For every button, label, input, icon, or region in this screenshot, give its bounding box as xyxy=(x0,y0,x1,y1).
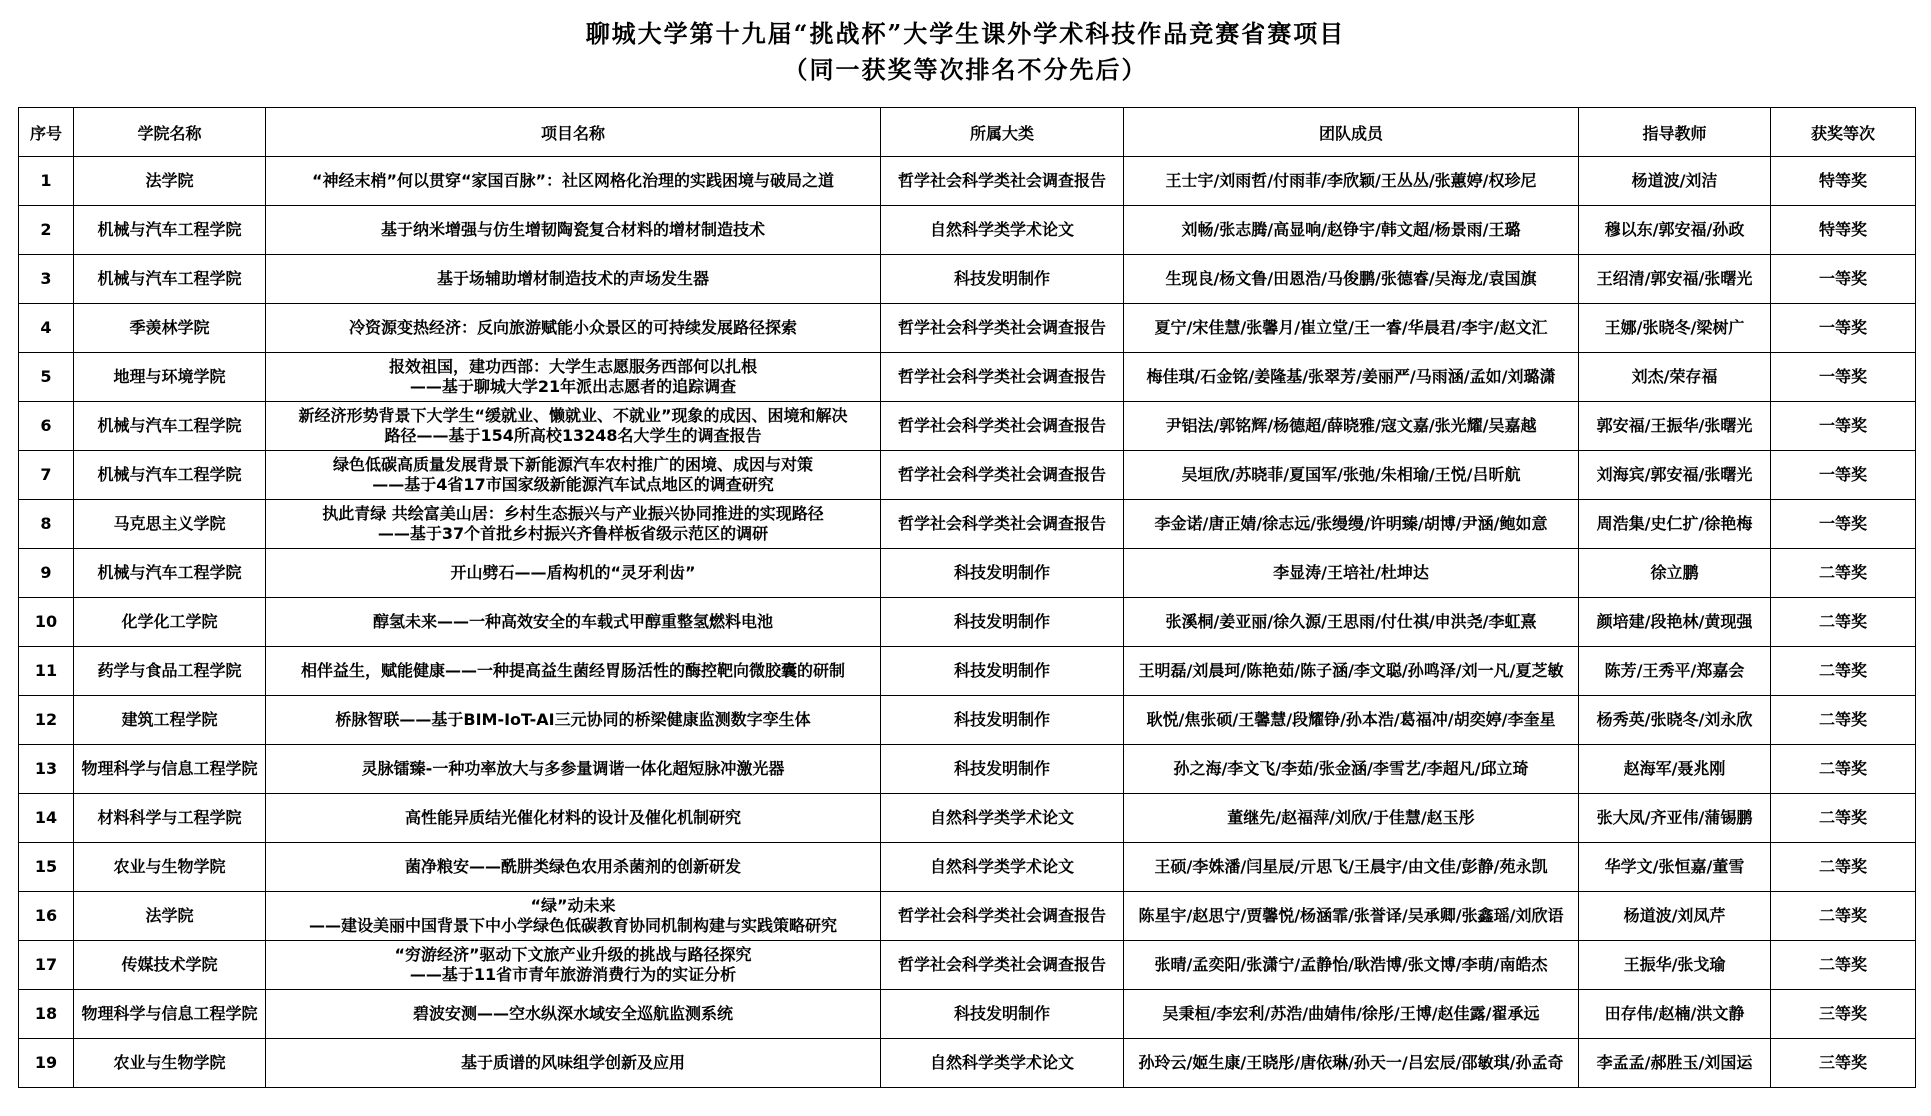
page-subtitle: （同一获奖等次排名不分先后） xyxy=(783,55,1148,84)
award-cell: 二等奖 xyxy=(1771,598,1916,647)
advisors-cell: 刘海宾/郭安福/张曙光 xyxy=(1579,451,1771,500)
award-cell: 一等奖 xyxy=(1771,451,1916,500)
table-row xyxy=(19,451,1916,500)
project-name-line: 醇氢未来——一种高效安全的车载式甲醇重整氢燃料电池 xyxy=(372,612,773,631)
project-name-line: ——基于11省市青年旅游消费行为的实证分析 xyxy=(409,965,737,984)
header-cell-members: 团队成员 xyxy=(1124,108,1579,157)
project-name-line: 碧波安测——空水纵深水域安全巡航监测系统 xyxy=(412,1004,733,1023)
project-cell xyxy=(266,451,881,500)
category-cell: 哲学社会科学类社会调查报告 xyxy=(881,353,1124,402)
category-cell: 哲学社会科学类社会调查报告 xyxy=(881,451,1124,500)
row-number-cell: 18 xyxy=(19,990,74,1039)
project-cell xyxy=(266,402,881,451)
category-cell: 哲学社会科学类社会调查报告 xyxy=(881,892,1124,941)
header-cell-no: 序号 xyxy=(19,108,74,157)
college-cell: 机械与汽车工程学院 xyxy=(74,255,266,304)
college-cell: 物理科学与信息工程学院 xyxy=(74,745,266,794)
table-row xyxy=(19,696,1916,745)
project-name-line: 路径——基于154所高校13248名大学生的调查报告 xyxy=(384,426,762,445)
award-cell: 三等奖 xyxy=(1771,1039,1916,1088)
table-row xyxy=(19,794,1916,843)
advisors-cell: 陈芳/王秀平/郑嘉会 xyxy=(1579,647,1771,696)
award-cell: 特等奖 xyxy=(1771,206,1916,255)
header-row xyxy=(19,108,1916,157)
advisors-cell: 王娜/张晓冬/梁树广 xyxy=(1579,304,1771,353)
category-cell: 科技发明制作 xyxy=(881,745,1124,794)
members-cell: 尹铝法/郭铭辉/杨德超/薛晓雅/寇文嘉/张光耀/吴嘉越 xyxy=(1124,402,1579,451)
project-name-line: 执此青绿 共绘富美山居：乡村生态振兴与产业振兴协同推进的实现路径 xyxy=(322,504,824,523)
advisors-cell: 郭安福/王振华/张曙光 xyxy=(1579,402,1771,451)
table-row xyxy=(19,157,1916,206)
college-cell: 机械与汽车工程学院 xyxy=(74,206,266,255)
advisors-cell: 田存伟/赵楠/洪文静 xyxy=(1579,990,1771,1039)
row-number-cell: 12 xyxy=(19,696,74,745)
category-cell: 科技发明制作 xyxy=(881,255,1124,304)
college-cell: 季羡林学院 xyxy=(74,304,266,353)
project-cell xyxy=(266,549,881,598)
project-name-line: “绿”动未来 xyxy=(530,896,616,915)
awards-table xyxy=(18,107,1916,1088)
college-cell: 机械与汽车工程学院 xyxy=(74,451,266,500)
table-row xyxy=(19,353,1916,402)
members-cell: 刘畅/张志腾/高显响/赵铮宇/韩文超/杨景雨/王璐 xyxy=(1124,206,1579,255)
project-cell xyxy=(266,304,881,353)
project-cell xyxy=(266,696,881,745)
advisors-cell: 杨秀英/张晓冬/刘永欣 xyxy=(1579,696,1771,745)
members-cell: 吴秉桓/李宏利/苏浩/曲婧伟/徐彤/王博/赵佳露/翟承远 xyxy=(1124,990,1579,1039)
award-cell: 一等奖 xyxy=(1771,402,1916,451)
project-cell xyxy=(266,843,881,892)
header-cell-advisors: 指导教师 xyxy=(1579,108,1771,157)
table-row xyxy=(19,745,1916,794)
table-row xyxy=(19,304,1916,353)
award-cell: 二等奖 xyxy=(1771,549,1916,598)
members-cell: 李金诺/唐正婧/徐志远/张缦缦/许明臻/胡博/尹涵/鲍如意 xyxy=(1124,500,1579,549)
category-cell: 科技发明制作 xyxy=(881,598,1124,647)
award-cell: 二等奖 xyxy=(1771,696,1916,745)
members-cell: 孙之海/李文飞/李茹/张金涵/李雪艺/李超凡/邱立琦 xyxy=(1124,745,1579,794)
project-cell xyxy=(266,1039,881,1088)
row-number-cell: 16 xyxy=(19,892,74,941)
members-cell: 生现良/杨文鲁/田恩浩/马俊鹏/张德睿/吴海龙/袁国旗 xyxy=(1124,255,1579,304)
college-cell: 法学院 xyxy=(74,157,266,206)
row-number-cell: 8 xyxy=(19,500,74,549)
members-cell: 董继先/赵福萍/刘欣/于佳慧/赵玉彤 xyxy=(1124,794,1579,843)
project-name-line: 相伴益生，赋能健康——一种提高益生菌经胃肠活性的酶控靶向微胶囊的研制 xyxy=(300,661,845,680)
college-cell: 物理科学与信息工程学院 xyxy=(74,990,266,1039)
category-cell: 哲学社会科学类社会调查报告 xyxy=(881,500,1124,549)
members-cell: 耿悦/焦张硕/王馨慧/段耀铮/孙本浩/葛福冲/胡奕婷/李奎星 xyxy=(1124,696,1579,745)
row-number-cell: 1 xyxy=(19,157,74,206)
project-name-line: 菌净粮安——酰肼类绿色农用杀菌剂的创新研发 xyxy=(404,857,741,876)
row-number-cell: 7 xyxy=(19,451,74,500)
members-cell: 李显涛/王培社/杜坤达 xyxy=(1124,549,1579,598)
table-row xyxy=(19,500,1916,549)
project-name-line: 基于质谱的风味组学创新及应用 xyxy=(460,1053,685,1072)
award-cell: 一等奖 xyxy=(1771,500,1916,549)
project-cell xyxy=(266,598,881,647)
advisors-cell: 刘杰/荣存福 xyxy=(1579,353,1771,402)
members-cell: 张晴/孟奕阳/张潇宁/孟静怡/耿浩博/张文博/李萌/南皓杰 xyxy=(1124,941,1579,990)
page-title-block xyxy=(0,0,1931,86)
advisors-cell: 杨道波/刘凤芹 xyxy=(1579,892,1771,941)
college-cell: 药学与食品工程学院 xyxy=(74,647,266,696)
award-cell: 一等奖 xyxy=(1771,255,1916,304)
members-cell: 梅佳琪/石金铭/姜隆基/张翠芳/姜丽严/马雨涵/孟如/刘璐潇 xyxy=(1124,353,1579,402)
category-cell: 科技发明制作 xyxy=(881,647,1124,696)
row-number-cell: 2 xyxy=(19,206,74,255)
project-name-line: 绿色低碳高质量发展背景下新能源汽车农村推广的困境、成因与对策 xyxy=(332,455,813,474)
college-cell: 地理与环境学院 xyxy=(74,353,266,402)
row-number-cell: 5 xyxy=(19,353,74,402)
advisors-cell: 徐立鹏 xyxy=(1579,549,1771,598)
award-cell: 二等奖 xyxy=(1771,892,1916,941)
project-name-line: ——基于4省17市国家级新能源汽车试点地区的调查研究 xyxy=(372,475,774,494)
members-cell: 张溪桐/姜亚丽/徐久源/王思雨/付仕祺/申洪尧/李虹熹 xyxy=(1124,598,1579,647)
category-cell: 哲学社会科学类社会调查报告 xyxy=(881,157,1124,206)
table-row xyxy=(19,549,1916,598)
college-cell: 农业与生物学院 xyxy=(74,1039,266,1088)
advisors-cell: 周浩集/史仁扩/徐艳梅 xyxy=(1579,500,1771,549)
award-cell: 二等奖 xyxy=(1771,941,1916,990)
project-cell xyxy=(266,941,881,990)
row-number-cell: 10 xyxy=(19,598,74,647)
award-cell: 二等奖 xyxy=(1771,843,1916,892)
project-cell xyxy=(266,647,881,696)
advisors-cell: 杨道波/刘洁 xyxy=(1579,157,1771,206)
project-cell xyxy=(266,255,881,304)
header-cell-award: 获奖等次 xyxy=(1771,108,1916,157)
project-name-line: 桥脉智联——基于BIM-IoT-AI三元协同的桥梁健康监测数字孪生体 xyxy=(335,710,811,729)
header-cell-category: 所属大类 xyxy=(881,108,1124,157)
row-number-cell: 15 xyxy=(19,843,74,892)
college-cell: 材料科学与工程学院 xyxy=(74,794,266,843)
row-number-cell: 19 xyxy=(19,1039,74,1088)
row-number-cell: 3 xyxy=(19,255,74,304)
advisors-cell: 李孟孟/郝胜玉/刘国运 xyxy=(1579,1039,1771,1088)
advisors-cell: 王振华/张戈瑜 xyxy=(1579,941,1771,990)
category-cell: 哲学社会科学类社会调查报告 xyxy=(881,304,1124,353)
project-cell xyxy=(266,892,881,941)
project-cell xyxy=(266,157,881,206)
row-number-cell: 17 xyxy=(19,941,74,990)
header-cell-college: 学院名称 xyxy=(74,108,266,157)
category-cell: 自然科学类学术论文 xyxy=(881,206,1124,255)
college-cell: 建筑工程学院 xyxy=(74,696,266,745)
advisors-cell: 穆以东/郭安福/孙政 xyxy=(1579,206,1771,255)
project-name-line: “穷游经济”驱动下文旅产业升级的挑战与路径探究 xyxy=(394,945,752,964)
award-cell: 一等奖 xyxy=(1771,353,1916,402)
project-cell xyxy=(266,990,881,1039)
project-cell xyxy=(266,353,881,402)
advisors-cell: 王绍清/郭安福/张曙光 xyxy=(1579,255,1771,304)
project-cell xyxy=(266,500,881,549)
college-cell: 机械与汽车工程学院 xyxy=(74,402,266,451)
project-name-line: 报效祖国，建功西部：大学生志愿服务西部何以扎根 xyxy=(388,357,757,376)
project-name-line: 新经济形势背景下大学生“缓就业、懒就业、不就业”现象的成因、困境和解决 xyxy=(298,406,848,425)
college-cell: 马克思主义学院 xyxy=(74,500,266,549)
category-cell: 自然科学类学术论文 xyxy=(881,843,1124,892)
table-row xyxy=(19,402,1916,451)
category-cell: 自然科学类学术论文 xyxy=(881,794,1124,843)
table-row xyxy=(19,598,1916,647)
category-cell: 哲学社会科学类社会调查报告 xyxy=(881,402,1124,451)
category-cell: 科技发明制作 xyxy=(881,696,1124,745)
award-cell: 特等奖 xyxy=(1771,157,1916,206)
project-name-line: 冷资源变热经济：反向旅游赋能小众景区的可持续发展路径探索 xyxy=(348,318,797,337)
college-cell: 机械与汽车工程学院 xyxy=(74,549,266,598)
category-cell: 科技发明制作 xyxy=(881,990,1124,1039)
college-cell: 法学院 xyxy=(74,892,266,941)
category-cell: 哲学社会科学类社会调查报告 xyxy=(881,941,1124,990)
project-cell xyxy=(266,794,881,843)
project-name-line: 灵脉镭臻-一种功率放大与多参量调谐一体化超短脉冲激光器 xyxy=(361,759,785,778)
college-cell: 化学化工学院 xyxy=(74,598,266,647)
table-body xyxy=(19,157,1916,1088)
category-cell: 科技发明制作 xyxy=(881,549,1124,598)
project-name-line: “神经末梢”何以贯穿“家国百脉”：社区网格化治理的实践困境与破局之道 xyxy=(311,171,835,190)
award-cell: 一等奖 xyxy=(1771,304,1916,353)
project-name-line: ——建设美丽中国背景下中小学绿色低碳教育协同机制构建与实践策略研究 xyxy=(308,916,837,935)
table-row xyxy=(19,990,1916,1039)
table-row xyxy=(19,892,1916,941)
row-number-cell: 4 xyxy=(19,304,74,353)
advisors-cell: 华学文/张恒嘉/董雪 xyxy=(1579,843,1771,892)
advisors-cell: 张大凤/齐亚伟/蒲锡鹏 xyxy=(1579,794,1771,843)
table-row xyxy=(19,941,1916,990)
header-cell-project: 项目名称 xyxy=(266,108,881,157)
members-cell: 吴垣欣/苏晓菲/夏国军/张弛/朱相瑜/王悦/吕昕航 xyxy=(1124,451,1579,500)
row-number-cell: 11 xyxy=(19,647,74,696)
table-row xyxy=(19,647,1916,696)
row-number-cell: 6 xyxy=(19,402,74,451)
members-cell: 王明磊/刘晨珂/陈艳茹/陈子涵/李文聪/孙鸣泽/刘一凡/夏芝敏 xyxy=(1124,647,1579,696)
project-name-line: ——基于聊城大学21年派出志愿者的追踪调查 xyxy=(409,377,737,396)
project-cell xyxy=(266,745,881,794)
row-number-cell: 13 xyxy=(19,745,74,794)
award-cell: 二等奖 xyxy=(1771,794,1916,843)
members-cell: 陈星宇/赵思宁/贾馨悦/杨涵霏/张誉译/吴承卿/张鑫瑶/刘欣语 xyxy=(1124,892,1579,941)
project-name-line: 基于场辅助增材制造技术的声场发生器 xyxy=(436,269,709,288)
project-name-line: ——基于37个首批乡村振兴齐鲁样板省级示范区的调研 xyxy=(377,524,769,543)
category-cell: 自然科学类学术论文 xyxy=(881,1039,1124,1088)
project-name-line: 高性能异质结光催化材料的设计及催化机制研究 xyxy=(404,808,741,827)
project-name-line: 基于纳米增强与仿生增韧陶瓷复合材料的增材制造技术 xyxy=(380,220,765,239)
row-number-cell: 9 xyxy=(19,549,74,598)
project-name-line: 开山劈石——盾构机的“灵牙利齿” xyxy=(450,563,696,582)
page-title: 聊城大学第十九届“挑战杯”大学生课外学术科技作品竞赛省赛项目 xyxy=(585,19,1346,48)
college-cell: 农业与生物学院 xyxy=(74,843,266,892)
members-cell: 王硕/李姝潘/闫星辰/亓思飞/王晨宇/由文佳/彭静/苑永凯 xyxy=(1124,843,1579,892)
members-cell: 夏宁/宋佳慧/张馨月/崔立堂/王一睿/华晨君/李宇/赵文汇 xyxy=(1124,304,1579,353)
members-cell: 孙玲云/姬生康/王晓彤/唐依琳/孙天一/吕宏辰/邵敏琪/孙孟奇 xyxy=(1124,1039,1579,1088)
advisors-cell: 颜培建/段艳林/黄现强 xyxy=(1579,598,1771,647)
award-cell: 二等奖 xyxy=(1771,647,1916,696)
table-row xyxy=(19,206,1916,255)
table-row xyxy=(19,843,1916,892)
award-cell: 二等奖 xyxy=(1771,745,1916,794)
project-cell xyxy=(266,206,881,255)
advisors-cell: 赵海军/聂兆刚 xyxy=(1579,745,1771,794)
table-row xyxy=(19,255,1916,304)
college-cell: 传媒技术学院 xyxy=(74,941,266,990)
members-cell: 王士宇/刘雨哲/付雨菲/李欣颖/王丛丛/张蕙婷/权珍尼 xyxy=(1124,157,1579,206)
table-row xyxy=(19,1039,1916,1088)
row-number-cell: 14 xyxy=(19,794,74,843)
award-cell: 三等奖 xyxy=(1771,990,1916,1039)
